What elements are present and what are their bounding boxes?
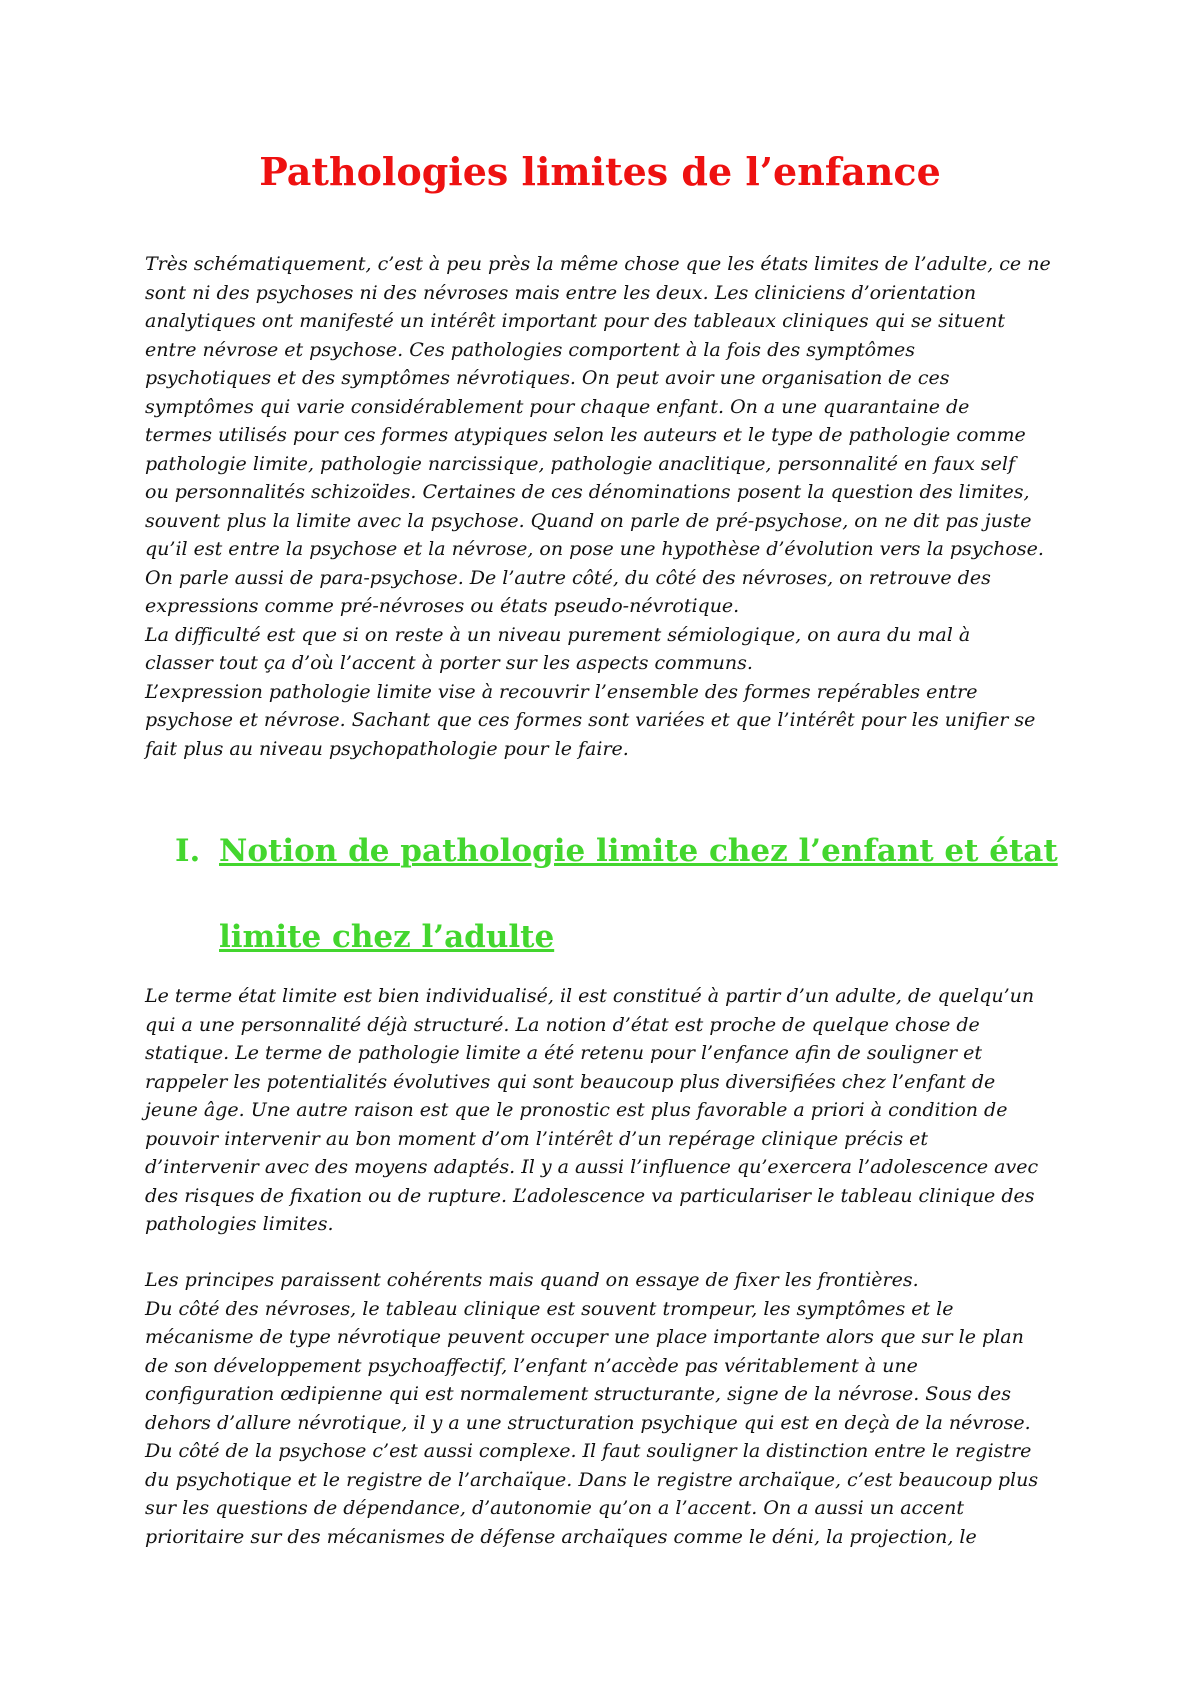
text-line: On parle aussi de para-psychose. De l’autre côté, du côté des névroses, on retrouve des — [145, 566, 991, 589]
text-line: pouvoir intervenir au bon moment d’om l’intérêt d’un repérage clinique précis et — [145, 1127, 928, 1150]
text-line: expressions comme pré-névroses ou états pseudo-névrotique. — [145, 595, 740, 617]
text-line: psychotiques et des symptômes névrotiques. On peut avoir une organisation de ces — [145, 367, 950, 389]
text-line: Du côté de la psychose c’est aussi complexe. Il faut souligner la distinction entre le registre — [145, 1440, 1032, 1462]
text-line: qu’il est entre la psychose et la névrose, on pose une hypothèse d’évolution vers la psychose. — [145, 538, 1044, 560]
text-line: L’expression pathologie limite vise à recouvrir l’ensemble des formes repérables entre — [145, 680, 978, 703]
section-paragraph — [145, 1266, 1065, 1551]
text-line: du psychotique et le registre de l’archaïque. Dans le registre archaïque, c’est beaucoup plus — [145, 1468, 1039, 1491]
text-line: statique. Le terme de pathologie limite a été retenu pour l’enfance afin de souligner et — [145, 1042, 983, 1064]
text-line: termes utilisés pour ces formes atypiques selon les auteurs et le type de pathologie comme — [145, 424, 1026, 446]
section-heading — [175, 808, 1079, 980]
text-line: qui a une personnalité déjà structuré. La notion d’état est proche de quelque chose de — [145, 1013, 980, 1036]
text-line: des risques de fixation ou de rupture. L’adolescence va particulariser le tableau clinique des — [145, 1184, 1035, 1207]
section-heading-line: limite chez l’adulte — [219, 919, 555, 955]
text-line: sur les questions de dépendance, d’autonomie qu’on a l’accent. On a aussi un accent — [145, 1497, 964, 1519]
text-line: rappeler les potentialités évolutives qui sont beaucoup plus diversifiées chez l’enfant de — [145, 1070, 996, 1093]
text-line: sont ni des psychoses ni des névroses mais entre les deux. Les cliniciens d’orientation — [145, 281, 977, 304]
text-line: Les principes paraissent cohérents mais quand on essaye de fixer les frontières. — [145, 1269, 919, 1291]
text-line: psychose et névrose. Sachant que ces formes sont variées et que l’intérêt pour les unifier se — [145, 709, 1036, 731]
text-line: pathologie limite, pathologie narcissique, pathologie anaclitique, personnalité en faux self — [145, 452, 1016, 475]
section-heading-line: Notion de pathologie limite chez l’enfant et état — [219, 833, 1058, 869]
text-line: analytiques ont manifesté un intérêt important pour des tableaux cliniques qui se situent — [145, 310, 1005, 332]
text-line: configuration œdipienne qui est normalement structurante, signe de la névrose. Sous des — [145, 1383, 1011, 1405]
text-line: de son développement psychoaffectif, l’enfant n’accède pas véritablement à une — [145, 1354, 918, 1377]
text-line: Très schématiquement, c’est à peu près la même chose que les états limites de l’adulte, ce ne — [145, 253, 1051, 275]
text-line: pathologies limites. — [145, 1213, 334, 1235]
section-number: I. — [175, 833, 201, 869]
text-line: Le terme état limite est bien individualisé, il est constitué à partir d’un adulte, de quelqu’un — [145, 985, 1035, 1007]
text-line: prioritaire sur des mécanismes de défense archaïques comme le déni, la projection, le — [145, 1525, 977, 1548]
intro-paragraph — [145, 250, 1065, 763]
text-line: ou personnalités schizoïdes. Certaines de ces dénominations posent la question des limites, — [145, 481, 1030, 503]
text-line: souvent plus la limite avec la psychose. Quand on parle de pré-psychose, on ne dit pas juste — [145, 509, 1032, 532]
page-title: Pathologies limites de l’enfance — [259, 149, 941, 194]
text-line: fait plus au niveau psychopathologie pour le faire. — [145, 737, 629, 760]
section-paragraph — [145, 982, 1065, 1239]
text-line: classer tout ça d’où l’accent à porter sur les aspects communs. — [145, 652, 753, 674]
text-line: jeune âge. Une autre raison est que le pronostic est plus favorable a priori à condition de — [145, 1099, 1008, 1121]
text-line: d’intervenir avec des moyens adaptés. Il y a aussi l’influence qu’exercera l’adolescence avec — [145, 1156, 1039, 1178]
text-line: La difficulté est que si on reste à un niveau purement sémiologique, on aura du mal à — [145, 623, 971, 646]
text-line: symptômes qui varie considérablement pour chaque enfant. On a une quarantaine de — [145, 395, 970, 418]
text-line: dehors d’allure névrotique, il y a une structuration psychique qui est en deçà de la névrose. — [145, 1411, 1031, 1434]
text-line: mécanisme de type névrotique peuvent occuper une place importante alors que sur le plan — [145, 1326, 1024, 1348]
text-line: entre névrose et psychose. Ces pathologies comportent à la fois des symptômes — [145, 338, 916, 361]
text-line: Du côté des névroses, le tableau clinique est souvent trompeur, les symptômes et le — [145, 1297, 954, 1320]
